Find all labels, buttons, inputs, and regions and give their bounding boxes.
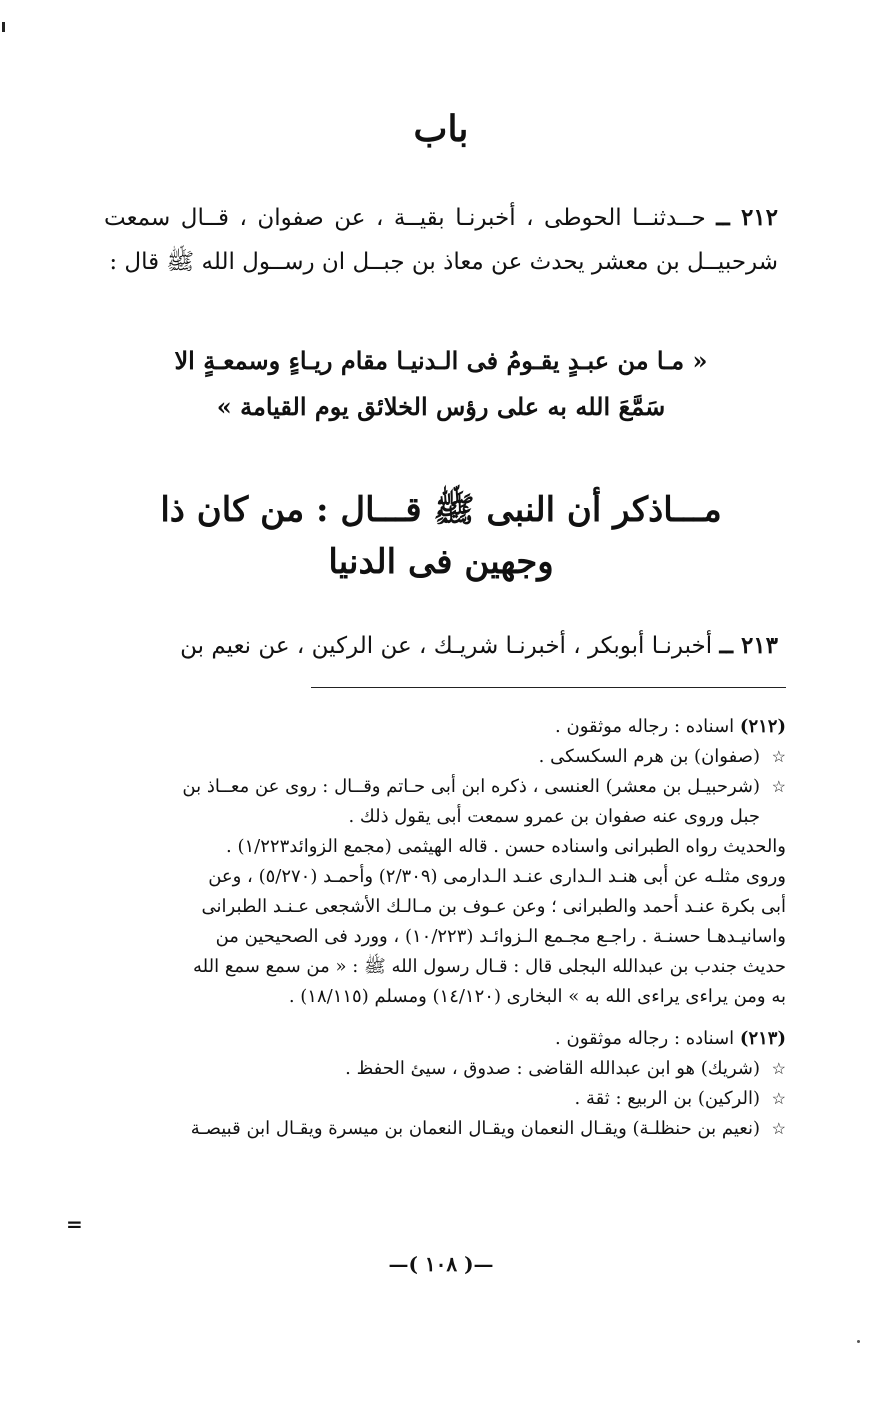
footnote-212-extra-line: واسانيـدهـا حسنـة . راجـع مجـمع الـزوائـد (١٠/٢٢٣) ، وورد فى الصحيحين من bbox=[215, 926, 786, 947]
footnote-213-star-3-text: (نعيم بن حنظلـة) ويقـال النعمان ويقـال النعمان بن ميسرة ويقـال ابن قبيصـة bbox=[190, 1118, 760, 1139]
footnote-212-isnad-line bbox=[96, 712, 786, 742]
footnotes bbox=[96, 712, 786, 1144]
footnote-212-extra-line: والحديث رواه الطبرانى واسناده حسن . قاله الهيثمى (مجمع الزوائد١/٢٢٣) . bbox=[226, 836, 786, 857]
footnote-212-extra-line: حديث جندب بن عبدالله البجلى قال : قـال رسول الله ﷺ : « من سمع سمع الله bbox=[193, 956, 786, 977]
star-outline-icon: ☆ bbox=[771, 1059, 786, 1078]
footnote-213-ref: (٢١٣) bbox=[739, 1028, 786, 1049]
footnote-212-star-1-text: (صفوان) بن هرم السكسكى . bbox=[538, 746, 760, 767]
page-number: —( ١٠٨ )— bbox=[388, 1252, 494, 1276]
footnote-213 bbox=[96, 1024, 786, 1144]
footnote-212-star-2-line: (شرحبيـل بن معشر) العنسى ، ذكره ابن أبى حـاتم وقــال : روى عن معــاذ بن bbox=[182, 776, 760, 797]
hadith-212-number: ٢١٢ ــ bbox=[716, 204, 779, 231]
hadith-212 bbox=[104, 196, 778, 284]
footnote-212-star-1 bbox=[96, 742, 786, 772]
section-heading bbox=[130, 484, 752, 588]
hadith-213-text: أخبرنـا أبوبكر ، أخبرنـا شريـك ، عن الركين ، عن نعيم بن bbox=[180, 633, 713, 659]
star-outline-icon: ☆ bbox=[771, 747, 786, 766]
star-outline-icon: ☆ bbox=[771, 777, 786, 796]
scan-edge-mark bbox=[2, 22, 5, 32]
footnote-213-star-1-text: (شريك) هو ابن عبدالله القاضى : صدوق ، سيئ الحفظ . bbox=[345, 1058, 760, 1079]
scan-dot-mark bbox=[857, 1340, 860, 1343]
footnote-212-extra-line: وروى مثلـه عن أبى هنـد الـدارى عنـد الـدارمى (٢/٣٠٩) وأحمـد (٥/٢٧٠) ، وعن bbox=[208, 866, 786, 887]
star-outline-icon: ☆ bbox=[771, 1119, 786, 1138]
footnote-213-isnad: اسناده : رجاله موثقون . bbox=[555, 1028, 735, 1049]
hadith-212-matn bbox=[124, 338, 758, 430]
section-heading-line-1: مـــاذكر أن النبى ﷺ قـــال : من كان ذا bbox=[160, 490, 722, 530]
footnote-gap bbox=[96, 1012, 786, 1024]
footnote-212-star-2-line: جبل وروى عنه صفوان بن عمرو سمعت أبى يقول ذلك . bbox=[348, 806, 760, 827]
footnote-213-star-2-text: (الركين) بن الربيع : ثقة . bbox=[574, 1088, 760, 1109]
footnote-213-star-1 bbox=[96, 1054, 786, 1084]
footnote-divider bbox=[311, 687, 786, 688]
footnote-212 bbox=[96, 712, 786, 1012]
matn-line-2: سَمَّعَ الله به على رؤس الخلائق يوم القيامة » bbox=[216, 392, 666, 421]
footnote-212-star-2 bbox=[96, 772, 786, 832]
matn-line-1: « مـا من عبـدٍ يقـومُ فى الـدنيـا مقام ريـاءٍ وسمعـةٍ الا bbox=[174, 346, 708, 375]
chapter-title: باب bbox=[413, 108, 469, 150]
footnote-213-star-2 bbox=[96, 1084, 786, 1114]
footnote-212-extra-line: به ومن يراءى يراءى الله به » البخارى (١٤/١٢٠) ومسلم (١٨/١١٥) . bbox=[288, 986, 786, 1007]
star-outline-icon: ☆ bbox=[771, 1089, 786, 1108]
footnote-212-isnad: اسناده : رجاله موثقون . bbox=[555, 716, 735, 737]
footnote-212-ref: (٢١٢) bbox=[739, 716, 786, 737]
footnote-213-isnad-line bbox=[96, 1024, 786, 1054]
footnote-212-extra-line: أبى بكرة عنـد أحمد والطبرانى ؛ وعن عـوف بن مـالـك الأشجعى عـنـد الطبرانى bbox=[201, 896, 786, 917]
hadith-213-number: ٢١٣ ــ bbox=[719, 632, 778, 659]
hadith-212-text: حــدثنــا الحوطى ، أخبرنـا بقيــة ، عن صفوان ، قــال سمعت شرحبيــل بن معشر يحدث عن معاذ بن جبــل ان رســول الله ﷺ قال : bbox=[104, 205, 778, 275]
hadith-213 bbox=[104, 624, 778, 668]
section-heading-line-2: وجهين فى الدنيا bbox=[328, 542, 554, 582]
footnote-213-star-3 bbox=[96, 1114, 786, 1144]
continuation-mark: = bbox=[66, 1212, 83, 1236]
